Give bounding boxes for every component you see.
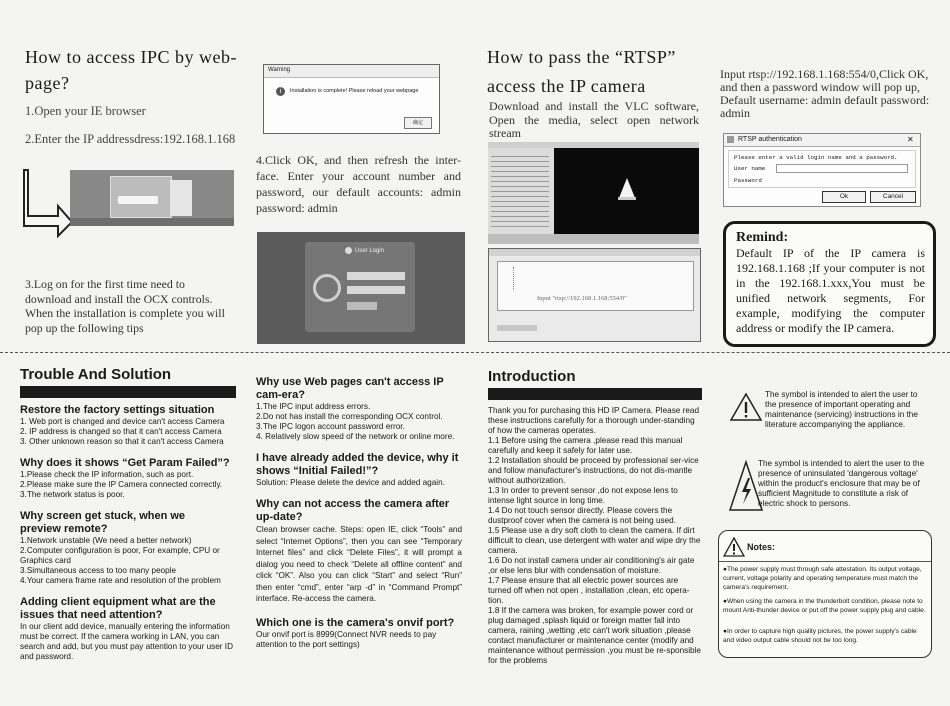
warning-title: Warning [264,65,439,78]
rtsp-title-line2: access the IP camera [487,76,646,96]
rtsp-title [487,44,702,99]
auth-close-icon[interactable]: ✕ [907,135,914,144]
why-column [256,376,462,650]
auth-ok-button[interactable]: Ok [822,191,866,203]
note-item: ●In order to capture high quality pictures, the power supply's cable and video output cable should not be too long. [723,628,917,644]
why-q4: Which one is the camera's onvif port? [256,616,455,629]
intro-para: Thank you for purchasing this HD IP Camera. Please read these instructions carefully for a thorough under-standing of how the cameras operates. [488,406,700,435]
info-icon: i [276,87,285,96]
intro-para: 1.7 Please ensure that all electric power sources are turned off when not open , installation ,clean, etc opera-tion. [488,576,690,605]
trouble-line: 2. IP address is changed so that it can't access Camera [20,427,222,436]
warning-exclamation-icon [729,392,763,422]
intro-para: 1.3 In order to prevent sensor ,do not expose lens to intense light source in long time. [488,486,678,505]
intro-column [488,368,702,666]
user-icon [345,247,352,254]
why-a4: Our onvif port is 8999(Connect NVR needs to pay attention to the port settings) [256,629,437,649]
symbol-text-1: The symbol is intended to alert the user to the presence of important operating and maintenance (servicing) instructions in the literature accompanying the appliance. [765,390,918,429]
why-a1-line: 1.The IPC input address errors. [256,402,371,411]
trouble-title: Trouble And Solution [20,366,172,383]
trouble-heading-1: Restore the factory settings situation [20,404,215,416]
trouble-line: 3.Simultaneous access to too many people [20,566,177,575]
trouble-line: 2.Computer configuration is poor, For example, CPU or Graphics card [20,546,220,565]
vlc-small-icon [727,136,734,143]
intro-para: 1.6 Do not install camera under air conditioning's air gate ,or else lens blur with condensation of moisture. [488,556,695,575]
remind-title: Remind: [736,230,789,245]
trouble-heading-3: Why screen get stuck, when we preview remote? [20,510,186,535]
ipc-step1: 1.Open your IE browser [25,104,146,118]
ipc-step3: 3.Log on for the first time need to download and install the OCX controls. When the installation is complete you will pop up the following tips [25,277,225,335]
login-screenshot [257,232,465,344]
notes-box [718,530,932,658]
notes-warning-icon [723,537,745,557]
trouble-line: 1.Please check the IP information, such as port. [20,470,194,479]
warning-ok-button[interactable]: 确定 [404,117,432,129]
why-q1: Why use Web pages can't access IP cam-era? [256,376,444,401]
intro-para: 1.2 Installation should be proceed by professional ser-vice and follow manufacturer's instructions, do not dis-mantle without authorization. [488,456,699,485]
trouble-line: 2.Please make sure the IP Camera connected correctly. [20,480,223,489]
intro-para: 1.8 If the camera was broken, for example power cord or plug damaged ,splash liquid or foreign matter fall into camera, raining ,wetting ,etc can't work situation ,please contact manufacturer or maintenance center (modify and maintenance without permission ,you must be re-sponsible for the problems [488,606,701,665]
fold-line [0,352,950,353]
why-q3: Why can not access the camera after up-date? [256,498,450,523]
rtsp-intro: Download and install the VLC software, Open the media, select open network stream [489,99,699,140]
remind-text: Default IP of the IP camera is 192.168.1.168 ;If your computer is not in the 192.168.1.xxx,You must be unified network segments, For example, modifying the computer address or modify the IP camera. [736,246,925,335]
vlc-screenshot [488,142,699,244]
why-q2: I have already added the device, why it shows “Initial Failed!”? [256,452,459,477]
why-a1-line: 4. Relatively slow speed of the network or online more. [256,432,455,441]
rtsp-title-line1: How to pass the “RTSP” [487,47,676,67]
auth-pass-label: Password [734,177,762,184]
warning-dialog [263,64,440,134]
trouble-line: 4.Your camera frame rate and resolution of the problem [20,576,221,585]
intro-para: 1.4 Do not touch sensor directly. Please covers the dustproof cover when the camera is not being used. [488,506,676,525]
login-title: User Login [355,248,385,254]
why-a1-line: 3.The IPC logon account password error. [256,422,405,431]
trouble-line: 1. Web port is changed and device can't access Camera [20,417,225,426]
arrow-icon [22,168,74,238]
ie-browser-screenshot [70,170,234,226]
notes-title: Notes: [747,542,776,552]
symbol-text-2: The symbol is intended to alert the user to the presence of uninsulated 'dangerous voltage' within the product's enclosure that may be of sufficient Magnitude to constitute a risk of electric shock to persons. [758,459,925,508]
intro-para: 1.1 Before using the camera ,please read this manual carefully and keep it safely for later use. [488,436,683,455]
rtsp-auth-dialog [723,133,921,207]
trouble-line: 1.Network unstable (We need a better network) [20,536,192,545]
auth-prompt: Please enter a valid login name and a password. [734,154,898,161]
why-a1-line: 2.Do not has install the corresponding OCX control. [256,412,443,421]
trouble-heading-2: Why does it shows “Get Param Failed”? [20,457,230,469]
vlc-cone-icon [618,178,636,200]
ipc-step2: 2.Enter the IP addressdress:192.168.1.168 [25,132,236,146]
intro-title: Introduction [488,368,576,385]
trouble-line: 3. Other unknown reason so that it can't access Camera [20,437,224,446]
trouble-title-bar [20,386,236,398]
trouble-line: In our client add device, manually entering the information must be correct. If the camera working in LAN, you can search and add, but you must pay attention to your user ID and password. [20,622,233,661]
open-media-dialog [488,248,701,342]
rtsp-input-text: Input rtsp://192.168.1.168:554/0,Click OK, and then a password window will pop up, Default username: admin default password: admin [720,67,930,120]
auth-cancel-button[interactable]: Cancel [870,191,916,203]
why-a2: Solution: Please delete the device and added again. [256,478,445,487]
note-item: ●The power supply must through safe attestation. Its output voltage, current, voltage polarity and operating temperature must match the camera's requirement. [723,566,922,591]
auth-title: RTSP authentication [738,136,802,143]
remind-box [723,221,936,347]
auth-user-label: User name [734,165,766,172]
trouble-line: 3.The network status is poor. [20,490,125,499]
trouble-column [20,366,236,662]
ipc-title [25,44,240,96]
ipc-title-line2: page? [25,73,70,93]
ipc-step4: 4.Click OK, and then refresh the inter-face. Enter your account number and password, our default accounts: admin password: admin [256,153,461,215]
intro-title-bar [488,388,702,400]
intro-para: 1.5 Please use a dry soft cloth to clean the camera. If dirt difficult to clean, use detergent with water and wipe dry the camera. [488,526,701,555]
auth-user-input[interactable] [776,164,908,173]
why-a3: Clean browser cache. Steps: open IE, click “Tools” and select “Internet Options”, then you can see “Temporary Internet files” and click “Delete Files”, it will prompt a dialog you need to check “Delete all offline content” and click “OK”. Also you can click “Start” and select “Run” then enter “cmd”, enter “arp -d” in “Command Prompt” interface. Re-access the camera. [256,525,462,603]
ipc-title-line1: How to access IPC by web- [25,47,237,67]
trouble-heading-4: Adding client equipment what are the issues that need attention? [20,596,216,621]
vlc-url-text: Input "rtsp://192.168.1.168:554/0" [537,295,627,302]
warning-message: Installation is complete! Please reload your webpage [290,88,419,94]
lock-icon [313,274,341,302]
note-item: ●When using the camera in the thunderbolt condition, please note to mount Anti-thunder device or put off the power supply plug and cable. [723,598,926,614]
